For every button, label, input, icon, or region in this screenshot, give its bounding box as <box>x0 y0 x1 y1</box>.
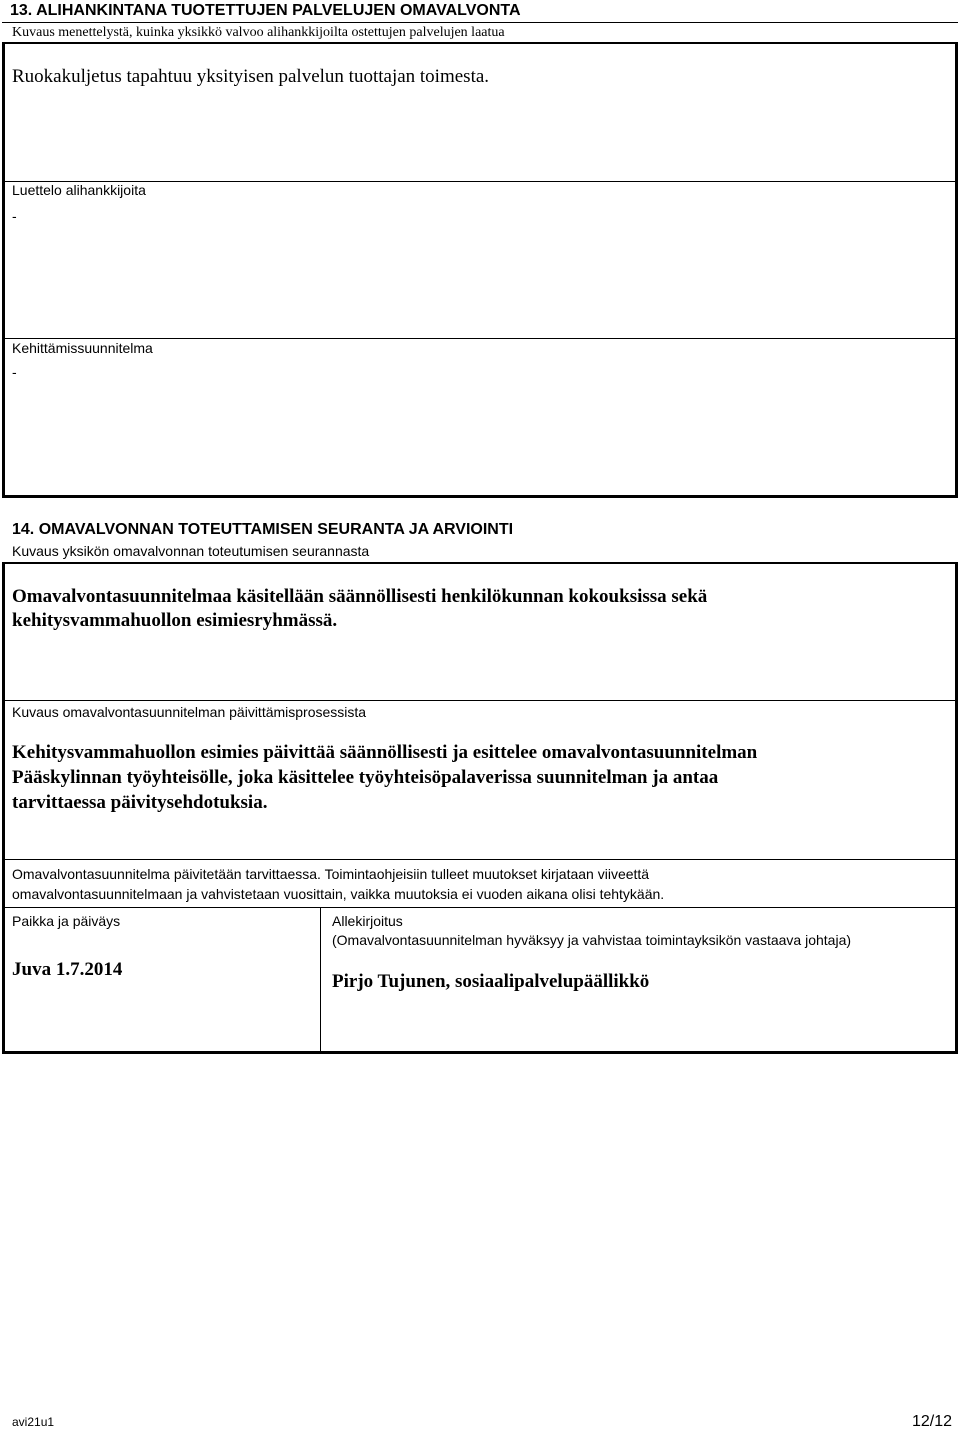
subcontractors-label: Luettelo alihankkijoita <box>12 182 146 198</box>
update-process-line-2[interactable]: Pääskylinnan työyhteisölle, joka käsittelee työyhteisöpalaverissa suunnitelman ja antaa <box>12 767 719 788</box>
update-note-line-2: omavalvontasuunnitelmaan ja vahvistetaan vuosittain, vaikka muutoksia ei vuoden aikana olisi tehtykään. <box>12 886 665 902</box>
section-13-box <box>2 42 958 498</box>
signer-name[interactable]: Pirjo Tujunen, sosiaalipalvelupäällikkö <box>332 971 650 992</box>
development-plan-label: Kehittämissuunnitelma <box>12 340 153 356</box>
divider <box>5 859 955 860</box>
subcontractors-value[interactable]: - <box>12 208 17 224</box>
section-14-description: Kuvaus yksikön omavalvonnan toteutumisen seurannasta <box>12 543 370 559</box>
divider <box>5 907 955 908</box>
page-number: 12/12 <box>911 1413 952 1430</box>
place-date-label: Paikka ja päiväys <box>12 913 121 929</box>
section-13-description: Kuvaus menettelystä, kuinka yksikkö valvoo alihankkijoilta ostettujen palvelujen laatua <box>12 25 505 40</box>
update-process-label: Kuvaus omavalvontasuunnitelman päivittämisprosessista <box>12 704 367 720</box>
section-13-title: 13. ALIHANKINTANA TUOTETTUJEN PALVELUJEN OMAVALVONTA <box>10 2 521 19</box>
development-plan-value[interactable]: - <box>12 364 17 380</box>
divider <box>5 338 955 339</box>
section-13-answer[interactable]: Ruokakuljetus tapahtuu yksityisen palvelun tuottajan toimesta. <box>12 66 490 87</box>
follow-up-answer-line-2[interactable]: kehitysvammahuollon esimiesryhmässä. <box>12 610 338 631</box>
place-date-value[interactable]: Juva 1.7.2014 <box>12 959 123 980</box>
signature-label: Allekirjoitus <box>332 913 403 929</box>
document-code: avi21u1 <box>12 1415 55 1429</box>
follow-up-answer-line-1[interactable]: Omavalvontasuunnitelmaa käsitellään säännöllisesti henkilökunnan kokouksissa sekä <box>12 586 708 607</box>
signature-note: (Omavalvontasuunnitelman hyväksyy ja vahvistaa toimintayksikön vastaava johtaja) <box>332 932 852 948</box>
update-process-line-1[interactable]: Kehitysvammahuollon esimies päivittää säännöllisesti ja esittelee omavalvontasuunnitelman <box>12 742 758 763</box>
divider <box>5 181 955 182</box>
divider <box>2 22 958 23</box>
update-process-line-3[interactable]: tarvittaessa päivitysehdotuksia. <box>12 792 268 813</box>
update-note-line-1: Omavalvontasuunnitelma päivitetään tarvittaessa. Toimintaohjeisiin tulleet muutokset kirjataan viiveettä <box>12 866 650 882</box>
divider <box>320 907 321 1052</box>
section-14-title: 14. OMAVALVONNAN TOTEUTTAMISEN SEURANTA JA ARVIOINTI <box>12 521 514 538</box>
divider <box>5 700 955 701</box>
